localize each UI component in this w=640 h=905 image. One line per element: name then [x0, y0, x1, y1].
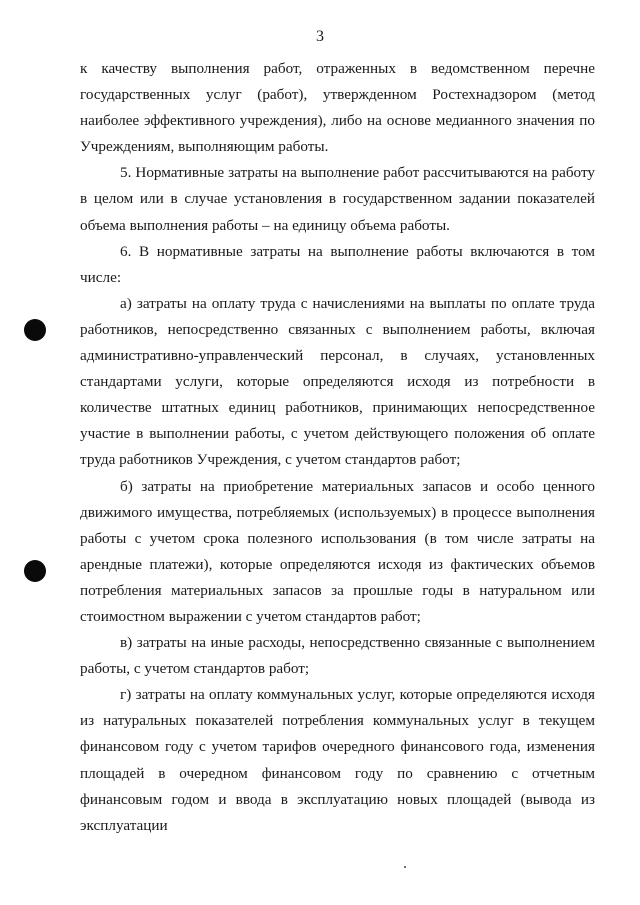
document-body — [80, 56, 595, 839]
paragraph-subitem-a: а) затраты на оплату труда с начислениями на выплаты по оплате труда работников, непосредственно связанных с выполнением работы, включая административно-управленческий персонал, в случаях, установленных стандартами услуги, которые определяются исходя из потребности в количестве штатных единиц работников, принимающих непосредственное участие в выполнении работы, с учетом действующего положения об оплате труда работников Учреждения, с учетом стандартов работ; — [80, 294, 595, 469]
scan-speck — [404, 866, 406, 868]
paragraph-item-5: 5. Нормативные затраты на выполнение работ рассчитываются на работу в целом или в случае установления в государственном задании показателей объема выполнения работы – на единицу объема работы. — [80, 164, 595, 234]
paragraph-continuation: к качеству выполнения работ, отраженных в ведомственном перечне государственных услуг (работ), утвержденном Ростехнадзором (метод наиболее эффективного учреждения), либо на основе медианного значения по Учреждениям, выполняющим работы. — [80, 60, 595, 156]
paragraph-subitem-b: б) затраты на приобретение материальных запасов и особо ценного движимого имущества, потребляемых (используемых) в процессе выполнения работы с учетом срока полезного использования (в том числе затраты на арендные платежи), которые определяются исходя из фактических объемов потребления материальных запасов за прошлые годы в натуральном или стоимостном выражении с учетом стандартов работ; — [80, 477, 595, 625]
punch-hole-bottom — [24, 560, 46, 582]
paragraph-subitem-v: в) затраты на иные расходы, непосредственно связанные с выполнением работы, с учетом стандартов работ; — [80, 634, 595, 678]
page-number: 3 — [316, 28, 324, 45]
paragraph-subitem-g: г) затраты на оплату коммунальных услуг, которые определяются исходя из натуральных показателей потребления коммунальных услуг в текущем финансовом году с учетом тарифов очередного финансового года, изменения площадей в очередном финансовом году по сравнению с отчетным финансовым годом и ввода в эксплуатацию новых площадей (вывода из эксплуатации — [80, 686, 595, 834]
punch-hole-top — [24, 319, 46, 341]
paragraph-item-6: 6. В нормативные затраты на выполнение работы включаются в том числе: — [80, 242, 595, 286]
